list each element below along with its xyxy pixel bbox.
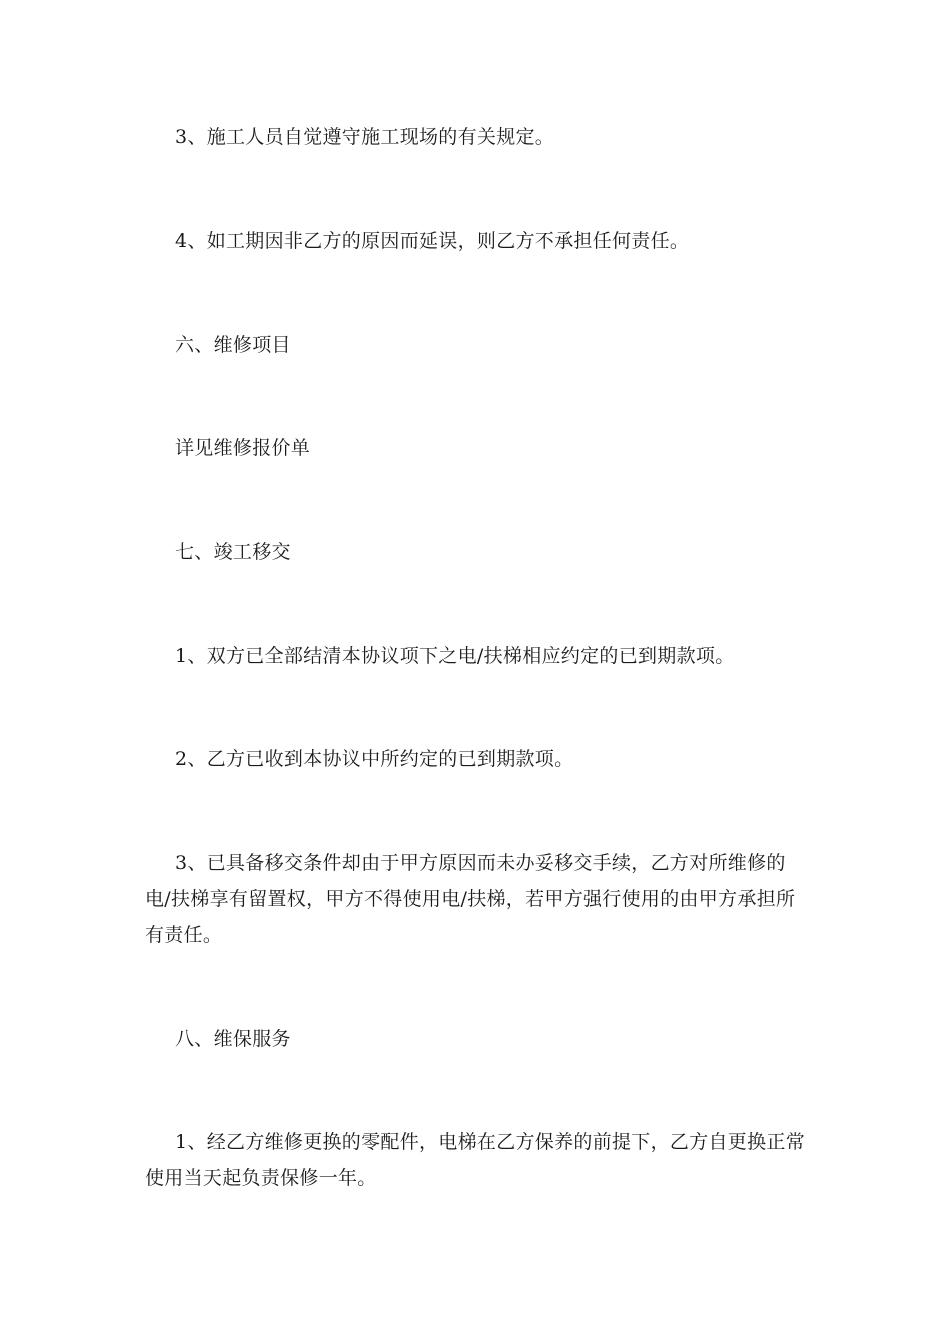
section-heading-completion-handover: 七、竣工移交	[175, 541, 291, 563]
clause-payment-settled: 1、双方已全部结清本协议项下之电/扶梯相应约定的已到期款项。	[175, 645, 735, 667]
clause-warranty: 1、经乙方维修更换的零配件，电梯在乙方保养的前提下，乙方自更换正常使用当天起负责保修一年。	[145, 1131, 805, 1189]
clause-construction-rules: 3、施工人员自觉遵守施工现场的有关规定。	[175, 126, 555, 148]
repair-items-note: 详见维修报价单	[175, 437, 311, 459]
section-heading-maintenance-service: 八、维保服务	[175, 1028, 291, 1050]
clause-payment-received: 2、乙方已收到本协议中所约定的已到期款项。	[175, 748, 574, 770]
clause-lien-right: 3、已具备移交条件却由于甲方原因而未办妥移交手续，乙方对所维修的电/扶梯享有留置权，甲方不得使用电/扶梯，若甲方强行使用的由甲方承担所有责任。	[145, 852, 796, 946]
section-heading-repair-items: 六、维修项目	[175, 334, 291, 356]
clause-delay-liability: 4、如工期因非乙方的原因而延误，则乙方不承担任何责任。	[175, 230, 690, 252]
